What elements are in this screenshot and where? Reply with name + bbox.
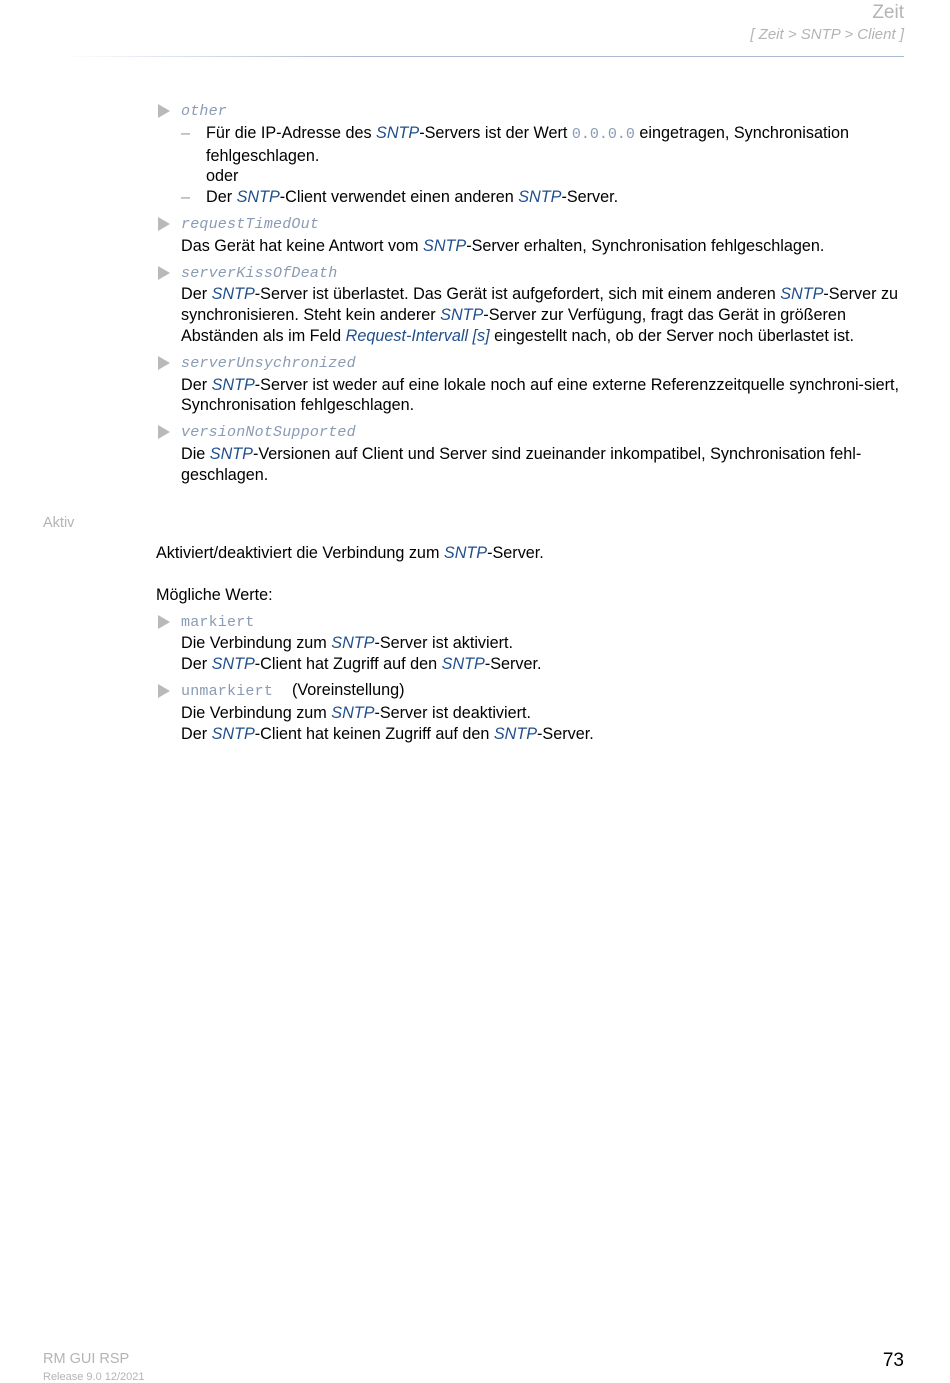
keyword-sntp: SNTP	[376, 123, 420, 142]
triangle-bullet-icon	[158, 217, 170, 231]
keyword-sntp: SNTP	[331, 703, 375, 722]
field-reference: Request-Intervall [s]	[345, 326, 490, 345]
keyword-sntp: SNTP	[209, 444, 253, 463]
list-item-versionnotsupported	[156, 421, 904, 485]
page-number: 73	[882, 1350, 904, 1371]
keyword-sntp: SNTP	[211, 285, 255, 304]
list-item-serverkissofdeath	[156, 262, 904, 347]
item-description: Der SNTP-Server ist überlastet. Das Gerät ist aufgefordert, sich mit einem anderen SNTP-Server zu synchronisieren. Steht kein anderer SNTP-Server zur Verfügung, fragt das Gerät in größeren Abständen als im Feld Request-Intervall [s] eingestellt nach, ob der Server noch überlastet ist.	[181, 285, 899, 345]
dash-bullet-icon: –	[181, 123, 191, 142]
triangle-bullet-icon	[158, 266, 170, 280]
value-code: serverUnsychronized	[181, 354, 356, 372]
item-description: Die SNTP-Versionen auf Client und Server sind zueinander inkompatibel, Synchronisation fehl-geschlagen.	[181, 444, 862, 484]
sub-bullet-2: – Der SNTP-Client verwendet einen anderen SNTP-Server.	[181, 188, 619, 207]
aktiv-description	[156, 543, 904, 749]
item-description: Der SNTP-Server ist weder auf eine lokale noch auf eine externe Referenzzeitquelle synchroni-siert, Synchronisation fehlgeschlagen.	[181, 375, 900, 415]
value-code: serverKissOfDeath	[181, 264, 338, 282]
triangle-bullet-icon	[158, 425, 170, 439]
footer-product: RM GUI RSP	[43, 1351, 130, 1367]
keyword-sntp: SNTP	[440, 306, 484, 325]
list-item-requesttimedout	[156, 213, 904, 257]
list-item-serverunsychronized	[156, 352, 904, 416]
value-code: markiert	[181, 613, 255, 631]
parameter-label-aktiv: Aktiv	[43, 515, 75, 531]
list-item-unmarkiert	[156, 680, 904, 744]
ip-value: 0.0.0.0	[571, 125, 635, 143]
triangle-bullet-icon	[158, 356, 170, 370]
default-note: (Voreinstellung)	[292, 680, 405, 699]
triangle-bullet-icon	[158, 684, 170, 698]
keyword-sntp: SNTP	[780, 285, 824, 304]
dash-bullet-icon: –	[181, 188, 191, 207]
keyword-sntp: SNTP	[441, 655, 485, 674]
breadcrumb: [ Zeit > SNTP > Client ]	[750, 26, 904, 43]
keyword-sntp: SNTP	[211, 375, 255, 394]
keyword-sntp: SNTP	[211, 655, 255, 674]
keyword-sntp: SNTP	[518, 188, 562, 207]
footer-release: Release 9.0 12/2021	[43, 1371, 145, 1383]
chapter-title: Zeit	[872, 2, 904, 23]
sub-bullet-1: – Für die IP-Adresse des SNTP-Servers ist der Wert 0.0.0.0 eingetragen, Synchronisation fehlgeschlagen. oder	[181, 123, 904, 187]
keyword-sntp: SNTP	[423, 236, 467, 255]
triangle-bullet-icon	[158, 104, 170, 118]
or-text: oder	[206, 167, 239, 186]
triangle-bullet-icon	[158, 615, 170, 629]
value-code: versionNotSupported	[181, 424, 356, 442]
aktiv-intro: Aktiviert/deaktiviert die Verbindung zum SNTP-Server.	[156, 544, 544, 562]
list-item-markiert	[156, 611, 904, 675]
value-code: unmarkiert	[181, 682, 274, 700]
header-divider	[60, 56, 904, 57]
keyword-sntp: SNTP	[443, 544, 488, 562]
item-description: Der SNTP-Client hat Zugriff auf den SNTP-Server.	[181, 655, 542, 674]
keyword-sntp: SNTP	[331, 634, 375, 653]
item-description: Die Verbindung zum SNTP-Server ist aktiviert.	[181, 634, 513, 653]
status-value-list	[156, 100, 904, 491]
value-code: requestTimedOut	[181, 215, 320, 233]
item-description: Der SNTP-Client hat keinen Zugriff auf den SNTP-Server.	[181, 724, 594, 743]
keyword-sntp: SNTP	[236, 188, 280, 207]
item-description: Die Verbindung zum SNTP-Server ist deaktiviert.	[181, 703, 531, 722]
keyword-sntp: SNTP	[211, 724, 255, 743]
list-item-other	[156, 100, 904, 208]
keyword-sntp: SNTP	[493, 724, 538, 743]
possible-values-heading: Mögliche Werte:	[156, 585, 273, 604]
value-code: other	[181, 103, 228, 120]
item-description: Das Gerät hat keine Antwort vom SNTP-Server erhalten, Synchronisation fehlgeschlagen.	[181, 236, 825, 255]
